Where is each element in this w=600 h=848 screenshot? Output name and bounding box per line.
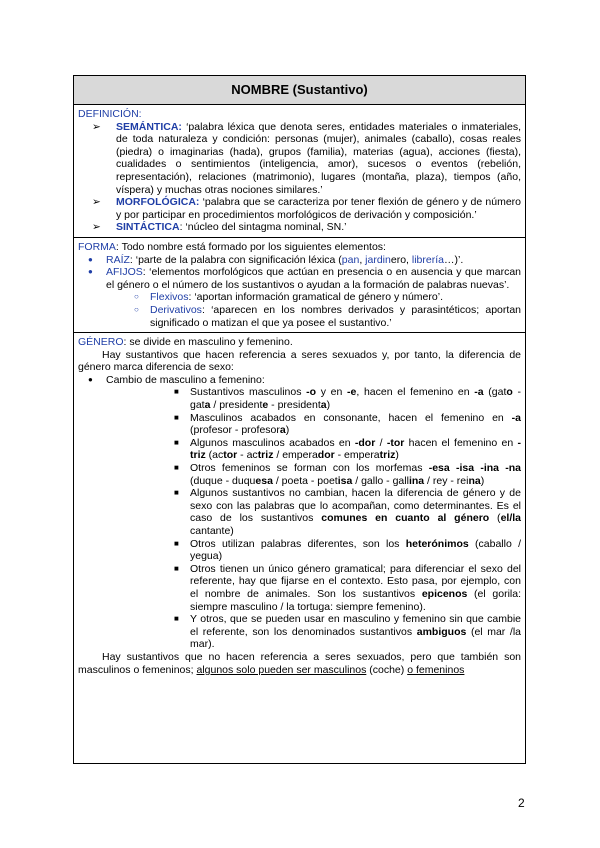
page-number: 2 (518, 796, 525, 810)
flexivos-item: ○ Flexivos: ‘aportan información gramatical de género y número’. (134, 291, 443, 304)
list-item: ■ Otros femeninos se forman con los morfemas -esa -isa -ina -na (duque - duquesa / poeta - poetisa / gallo - gallina / rey - reina) (174, 462, 521, 487)
circle-bullet-icon: ○ (134, 292, 139, 302)
genero-heading: GÉNERO (78, 336, 124, 349)
derivativos-label: Derivativos (150, 303, 202, 316)
definicion-heading: DEFINICIÓN: (78, 108, 142, 120)
section-genero (74, 333, 525, 679)
arrow-bullet-icon: ➢ (92, 196, 101, 209)
dot-bullet-icon: ● (88, 254, 93, 264)
list-item: ■ Algunos masculinos acabados en -dor / -tor hacen el femenino en -triz (actor - actriz / emperador - emperatriz) (174, 436, 521, 462)
square-bullet-icon: ■ (174, 538, 179, 548)
square-bullet-icon: ■ (174, 563, 179, 573)
square-bullet-icon: ■ (174, 488, 179, 498)
afijos-item: ● AFIJOS: ‘elementos morfológicos que actúan en presencia o en ausencia y que marcan el género o el número de los sustantivos o ayudan a la formación de palabras nuevas’. (88, 266, 521, 291)
dot-bullet-icon: ● (88, 374, 93, 384)
semantica-label: SEMÁNTICA: (116, 120, 182, 133)
derivativos-item: ○ Derivativos: ‘aparecen en los nombres derivados y parasintéticos; aportan significado o matizan el que ya posee el sustantivo.’ (134, 303, 521, 329)
square-bullet-icon: ■ (174, 412, 179, 422)
raiz-label: RAÍZ (106, 253, 130, 266)
square-bullet-icon: ■ (174, 614, 179, 624)
section-forma (74, 238, 525, 333)
sintactica-item (78, 221, 521, 234)
genero-para2: Hay sustantivos que no hacen referencia a seres sexuados, pero que también son masculinos o femeninos; algunos solo pueden ser masculinos (coche) o femeninos (78, 650, 521, 676)
list-item: ■ Otros tienen un único género gramatical; para diferenciar el sexo del referente, hay que fijarse en el contexto. Esto pasa, por ejemplo, con el nombre de animales. Son los sustantivos epicenos (el gorila: siempre masculino / la tortuga: siempre femenino). (174, 562, 521, 613)
list-item: ■ Otros utilizan palabras diferentes, son los heterónimos (caballo / yegua) (174, 537, 521, 563)
semantica-text: ‘palabra léxica que denota seres, entidades materiales o inmateriales, de toda naturaleza y condición: personas (mujer), animales (caballo), cosas reales (piedra) o imaginarias (hada), grupos (familia), materias (agua), acciones (fiesta), cualidades o sentimientos (inteligencia, amor), sucesos o eventos (rebelión, representación), relaciones (matrimonio), lugares (montaña, plaza), tiempos (año, víspera) y muchas otras nociones similares.’ (116, 120, 521, 196)
raiz-item: ● RAÍZ: ‘parte de la palabra con significación léxica (pan, jardinero, librería…)’. (88, 253, 464, 266)
section-definicion (74, 105, 525, 238)
circle-bullet-icon: ○ (134, 304, 139, 314)
sintactica-text: : ‘núcleo del sintagma nominal, SN.’ (179, 221, 347, 234)
sintactica-label: SINTÁCTICA (116, 221, 180, 234)
list-item: ■ Y otros, que se pueden usar en masculino y femenino sin que cambie el referente, son los denominados sustantivos ambiguos (el mar /la mar). (174, 613, 522, 651)
square-bullet-icon: ■ (174, 463, 179, 473)
semantica-item (78, 121, 521, 197)
square-bullet-icon: ■ (174, 387, 179, 397)
table-title: NOMBRE (Sustantivo) (74, 76, 525, 105)
forma-heading: FORMA (78, 240, 116, 253)
genero-intro: GÉNERO: se divide en masculino y femenino. (78, 336, 293, 349)
morfologica-text: ‘palabra que se caracteriza por tener flexión de género y de número y por participar en procedimientos morfológicos de derivación y composición.’ (116, 196, 521, 221)
noun-table (73, 75, 526, 764)
morfologica-label: MORFOLÓGICA: (116, 196, 200, 209)
list-item: ■ Algunos sustantivos no cambian, hacen la diferencia de género y de sexo con las palabras que lo acompañan, como determinantes. Es el caso de los sustantivos comunes en cuanto al género (el/la cantante) (174, 487, 521, 537)
cambio-item: ● Cambio de masculino a femenino: (88, 373, 265, 386)
afijos-label: AFIJOS (106, 266, 143, 279)
dot-bullet-icon: ● (88, 267, 93, 277)
forma-intro: FORMA: Todo nombre está formado por los siguientes elementos: (78, 240, 386, 253)
arrow-bullet-icon: ➢ (92, 120, 101, 133)
genero-para1: Hay sustantivos que hacen referencia a seres sexuados y, por tanto, la diferencia de género marca diferencia de sexo: (78, 348, 521, 374)
morfologica-item (78, 196, 521, 221)
square-bullet-icon: ■ (174, 437, 179, 447)
flexivos-label: Flexivos (150, 291, 189, 304)
arrow-bullet-icon: ➢ (92, 221, 101, 234)
list-item: ■ Masculinos acabados en consonante, hacen el femenino en -a (profesor - profesora) (174, 411, 521, 437)
list-item: ■ Sustantivos masculinos -o y en -e, hacen el femenino en -a (gato - gata / presidente - presidenta) (174, 386, 521, 412)
